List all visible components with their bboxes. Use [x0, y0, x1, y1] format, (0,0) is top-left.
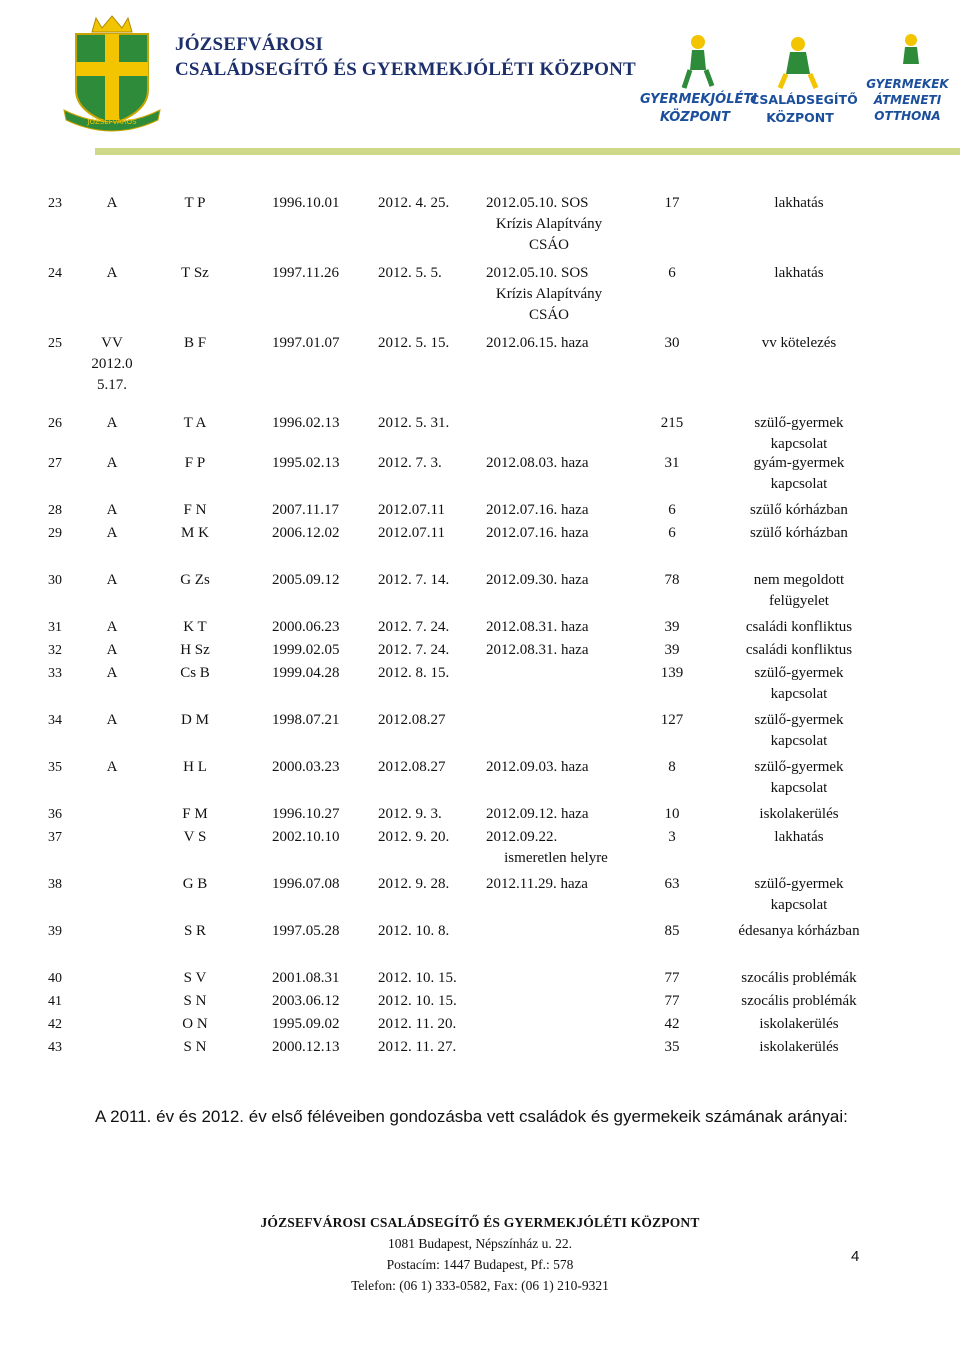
- row-admission-date: 2012.07.11: [378, 525, 445, 541]
- row-number: 41: [48, 994, 62, 1009]
- row-initials: G Zs: [180, 572, 210, 588]
- coat-of-arms-logo: [62, 12, 162, 132]
- row-discharge-line: 2012.06.15. haza: [486, 335, 589, 351]
- page-number: 4: [851, 1248, 860, 1265]
- row-birth-date: 1997.11.26: [272, 265, 339, 281]
- row-initials: H L: [183, 759, 207, 775]
- row-birth-date: 1997.05.28: [272, 923, 340, 939]
- row-reason-line: családi konfliktus: [745, 642, 853, 658]
- footer-address: 1081 Budapest, Népszínház u. 22.: [387, 1236, 573, 1251]
- footer-postal: Postacím: 1447 Budapest, Pf.: 578: [386, 1257, 574, 1272]
- row-days: 6: [668, 525, 676, 541]
- row-reason-line: kapcsolat: [770, 436, 828, 452]
- row-status: A: [106, 265, 118, 281]
- row-reason-line: kapcsolat: [770, 733, 828, 749]
- row-reason: [718, 523, 880, 544]
- row-number: 27: [48, 456, 62, 471]
- row-reason: [718, 617, 880, 638]
- row-birth-date: 2006.12.02: [272, 525, 340, 541]
- row-days: 78: [664, 572, 680, 588]
- row-birth-date: 1999.04.28: [272, 665, 340, 681]
- row-birth-date: 1999.02.05: [272, 642, 340, 658]
- row-reason-line: nem megoldott: [753, 572, 845, 588]
- row-discharge: [486, 333, 626, 354]
- row-admission-date: 2012.07.11: [378, 502, 445, 518]
- row-days: 39: [664, 619, 680, 635]
- header-rule: [95, 148, 960, 155]
- row-initials: O N: [182, 1016, 208, 1032]
- row-days: 8: [668, 759, 676, 775]
- row-discharge-line: 2012.09.22.: [486, 829, 558, 845]
- row-days: 30: [664, 335, 680, 351]
- row-admission-date: 2012. 9. 20.: [378, 829, 450, 845]
- row-number: 23: [48, 196, 62, 211]
- row-discharge-line: CSÁO: [528, 307, 569, 323]
- row-discharge-line: ismeretlen helyre: [504, 850, 608, 866]
- row-days: 215: [660, 415, 684, 431]
- row-status: VV 2012.0 5.17.: [91, 335, 133, 393]
- row-days: 139: [660, 665, 684, 681]
- row-number: 26: [48, 416, 62, 431]
- gyermekek-atmeneti-otthona-logo: [855, 30, 960, 135]
- row-discharge: [486, 617, 626, 638]
- row-number: 34: [48, 713, 62, 728]
- row-admission-date: 2012. 10. 8.: [378, 923, 450, 939]
- org-title: [175, 32, 636, 82]
- logo2-line2: KÖZPONT: [766, 110, 834, 125]
- logo1-line1: GYERMEKJÓLÉTI: [640, 92, 758, 107]
- row-number: 39: [48, 924, 62, 939]
- row-days: 6: [668, 265, 676, 281]
- row-status: A: [106, 665, 118, 681]
- row-discharge: [486, 500, 626, 521]
- row-discharge-line: 2012.05.10. SOS: [486, 195, 589, 211]
- row-reason-line: szülő-gyermek: [754, 759, 844, 775]
- logo2-line1: CSALÁDSEGÍTŐ: [750, 92, 858, 107]
- row-discharge-line: 2012.05.10. SOS: [486, 265, 589, 281]
- row-reason: [718, 710, 880, 752]
- row-admission-date: 2012. 5. 15.: [378, 335, 450, 351]
- row-admission-date: 2012. 7. 24.: [378, 642, 450, 658]
- row-birth-date: 2001.08.31: [272, 970, 340, 986]
- row-status: A: [106, 759, 118, 775]
- row-initials: S V: [183, 970, 207, 986]
- row-status: A: [106, 525, 118, 541]
- row-birth-date: 1998.07.21: [272, 712, 340, 728]
- row-initials: D M: [181, 712, 209, 728]
- row-number: 37: [48, 830, 62, 845]
- row-status: A: [106, 502, 118, 518]
- row-birth-date: 2005.09.12: [272, 572, 340, 588]
- row-reason-line: iskolakerülés: [759, 1039, 839, 1055]
- row-birth-date: 2000.03.23: [272, 759, 340, 775]
- row-number: 38: [48, 877, 62, 892]
- row-admission-date: 2012. 5. 5.: [378, 265, 442, 281]
- org-title-line1: JÓZSEFVÁROSI: [175, 34, 324, 55]
- row-admission-date: 2012. 9. 28.: [378, 876, 450, 892]
- row-reason: [718, 413, 880, 455]
- row-status: A: [106, 572, 118, 588]
- row-birth-date: 2003.06.12: [272, 993, 340, 1009]
- logo3-line2: ÁTMENETI: [873, 93, 942, 107]
- row-reason: [718, 453, 880, 495]
- row-days: 10: [664, 806, 680, 822]
- row-number: 30: [48, 573, 62, 588]
- logo1-line2: KÖZPONT: [659, 110, 731, 125]
- row-discharge-line: 2012.07.16. haza: [486, 502, 589, 518]
- row-birth-date: 1996.02.13: [272, 415, 340, 431]
- row-birth-date: 1995.09.02: [272, 1016, 340, 1032]
- row-initials: G B: [182, 876, 208, 892]
- row-reason-line: kapcsolat: [770, 780, 828, 796]
- row-number: 40: [48, 971, 62, 986]
- row-initials: F P: [184, 455, 206, 471]
- row-days: 42: [664, 1016, 680, 1032]
- row-reason-line: kapcsolat: [770, 476, 828, 492]
- row-reason-line: lakhatás: [774, 265, 824, 281]
- row-reason: [718, 263, 880, 284]
- row-admission-date: 2012. 7. 24.: [378, 619, 450, 635]
- row-discharge-line: 2012.07.16. haza: [486, 525, 589, 541]
- row-reason-line: gyám-gyermek: [753, 455, 845, 471]
- row-admission-date: 2012. 11. 20.: [378, 1016, 457, 1032]
- row-admission-date: 2012.08.27: [378, 759, 446, 775]
- row-number: 32: [48, 643, 62, 658]
- row-birth-date: 1996.10.01: [272, 195, 340, 211]
- row-birth-date: 2007.11.17: [272, 502, 339, 518]
- row-number: 29: [48, 526, 62, 541]
- row-initials: Cs B: [180, 665, 210, 681]
- row-number: 43: [48, 1040, 62, 1055]
- row-reason: [718, 570, 880, 612]
- row-discharge-line: 2012.08.03. haza: [486, 455, 589, 471]
- row-initials: K T: [183, 619, 207, 635]
- row-reason-line: családi konfliktus: [745, 619, 853, 635]
- row-discharge: [486, 263, 626, 326]
- row-reason: [718, 663, 880, 705]
- row-reason-line: szülő kórházban: [750, 525, 848, 541]
- row-discharge: [486, 523, 626, 544]
- row-number: 25: [48, 336, 62, 351]
- row-initials: F M: [182, 806, 208, 822]
- row-reason: [718, 500, 880, 521]
- row-admission-date: 2012. 4. 25.: [378, 195, 450, 211]
- row-admission-date: 2012. 8. 15.: [378, 665, 450, 681]
- csaladsegito-logo: [750, 30, 858, 130]
- page-footer: [0, 1212, 960, 1296]
- row-admission-date: 2012. 7. 14.: [378, 572, 450, 588]
- row-reason: [718, 874, 880, 916]
- row-discharge: [486, 193, 626, 256]
- row-discharge-line: 2012.08.31. haza: [486, 642, 589, 658]
- row-initials: H Sz: [180, 642, 210, 658]
- row-reason-line: szülő kórházban: [750, 502, 848, 518]
- row-birth-date: 2002.10.10: [272, 829, 340, 845]
- row-discharge: [486, 570, 626, 591]
- row-discharge: [486, 453, 626, 474]
- row-reason: [718, 193, 880, 214]
- row-number: 36: [48, 807, 62, 822]
- row-discharge-line: Krízis Alapítvány: [495, 286, 603, 302]
- row-status: A: [106, 415, 118, 431]
- footer-org-name: JÓZSEFVÁROSI CSALÁDSEGÍTŐ ÉS GYERMEKJÓLÉTI KÖZPONT: [260, 1215, 700, 1230]
- row-initials: S R: [183, 923, 207, 939]
- logo3-line3: OTTHONA: [874, 109, 941, 123]
- row-admission-date: 2012. 7. 3.: [378, 455, 442, 471]
- row-reason-line: szülő-gyermek: [754, 712, 844, 728]
- row-days: 77: [664, 970, 680, 986]
- row-status: A: [106, 642, 118, 658]
- row-reason-line: édesanya kórházban: [738, 923, 860, 939]
- row-admission-date: 2012. 10. 15.: [378, 993, 457, 1009]
- row-reason-line: szülő-gyermek: [754, 415, 844, 431]
- row-days: 85: [664, 923, 680, 939]
- row-birth-date: 1995.02.13: [272, 455, 340, 471]
- row-reason-line: lakhatás: [774, 829, 824, 845]
- row-reason-line: lakhatás: [774, 195, 824, 211]
- row-status: A: [106, 195, 118, 211]
- row-number: 28: [48, 503, 62, 518]
- row-reason: [718, 991, 880, 1012]
- row-birth-date: 1996.07.08: [272, 876, 340, 892]
- row-discharge-line: 2012.09.30. haza: [486, 572, 589, 588]
- row-days: 6: [668, 502, 676, 518]
- row-reason-line: felügyelet: [769, 593, 829, 609]
- row-discharge: [486, 827, 626, 869]
- row-initials: F N: [183, 502, 207, 518]
- row-days: 3: [668, 829, 676, 845]
- row-admission-date: 2012. 10. 15.: [378, 970, 457, 986]
- row-birth-date: 1996.10.27: [272, 806, 340, 822]
- row-birth-date: 2000.06.23: [272, 619, 340, 635]
- row-status: A: [106, 455, 118, 471]
- row-days: 77: [664, 993, 680, 1009]
- row-reason: [718, 827, 880, 848]
- row-reason-line: kapcsolat: [770, 686, 828, 702]
- row-admission-date: 2012.08.27: [378, 712, 446, 728]
- row-days: 39: [664, 642, 680, 658]
- row-reason: [718, 640, 880, 661]
- row-reason: [718, 757, 880, 799]
- row-birth-date: 1997.01.07: [272, 335, 340, 351]
- row-number: 33: [48, 666, 62, 681]
- row-days: 35: [664, 1039, 680, 1055]
- row-reason-line: szülő-gyermek: [754, 665, 844, 681]
- page-header: [0, 0, 960, 160]
- row-admission-date: 2012. 9. 3.: [378, 806, 442, 822]
- row-initials: B F: [183, 335, 207, 351]
- row-status: A: [106, 712, 118, 728]
- row-discharge-line: 2012.08.31. haza: [486, 619, 589, 635]
- row-birth-date: 2000.12.13: [272, 1039, 340, 1055]
- row-reason-line: iskolakerülés: [759, 1016, 839, 1032]
- row-initials: T P: [184, 195, 206, 211]
- row-status: A: [106, 619, 118, 635]
- row-reason: [718, 968, 880, 989]
- row-reason: [718, 333, 880, 354]
- row-reason-line: vv kötelezés: [761, 335, 837, 351]
- footer-phone: Telefon: (06 1) 333-0582, Fax: (06 1) 210-9321: [351, 1278, 609, 1293]
- row-reason-line: iskolakerülés: [759, 806, 839, 822]
- row-reason: [718, 921, 880, 942]
- row-discharge: [486, 640, 626, 661]
- row-reason: [718, 1014, 880, 1035]
- row-days: 17: [664, 195, 680, 211]
- row-initials: S N: [183, 993, 207, 1009]
- row-discharge-line: 2012.11.29. haza: [486, 876, 588, 892]
- chart-caption: A 2011. év és 2012. év első féléveiben gondozásba vett családok és gyermekeik számának arányai:: [95, 1107, 848, 1126]
- row-initials: T Sz: [181, 265, 209, 281]
- row-initials: T A: [183, 415, 207, 431]
- org-title-line2: CSALÁDSEGÍTŐ ÉS GYERMEKJÓLÉTI KÖZPONT: [175, 59, 636, 80]
- gyermekjoleti-logo: [640, 30, 758, 135]
- row-days: 31: [664, 455, 680, 471]
- row-days: 63: [664, 876, 680, 892]
- row-reason: [718, 1037, 880, 1058]
- row-discharge: [486, 804, 626, 825]
- row-discharge-line: 2012.09.12. haza: [486, 806, 589, 822]
- row-number: 35: [48, 760, 62, 775]
- row-initials: V S: [183, 829, 207, 845]
- row-reason-line: szocális problémák: [741, 993, 857, 1009]
- logo3-line1: GYERMEKEK: [866, 77, 949, 91]
- row-number: 42: [48, 1017, 62, 1032]
- row-discharge: [486, 874, 626, 895]
- row-reason: [718, 804, 880, 825]
- row-discharge: [486, 757, 626, 778]
- row-reason-line: szülő-gyermek: [754, 876, 844, 892]
- row-days: 127: [660, 712, 684, 728]
- row-number: 24: [48, 266, 62, 281]
- row-admission-date: 2012. 11. 27.: [378, 1039, 457, 1055]
- row-discharge-line: CSÁO: [528, 237, 569, 253]
- row-discharge-line: Krízis Alapítvány: [495, 216, 603, 232]
- row-number: 31: [48, 620, 62, 635]
- row-reason-line: kapcsolat: [770, 897, 828, 913]
- row-discharge-line: 2012.09.03. haza: [486, 759, 589, 775]
- row-reason-line: szocális problémák: [741, 970, 857, 986]
- row-initials: S N: [183, 1039, 207, 1055]
- row-initials: M K: [181, 525, 209, 541]
- crest-text: JÓZSEFVÁROS: [87, 118, 137, 126]
- row-admission-date: 2012. 5. 31.: [378, 415, 450, 431]
